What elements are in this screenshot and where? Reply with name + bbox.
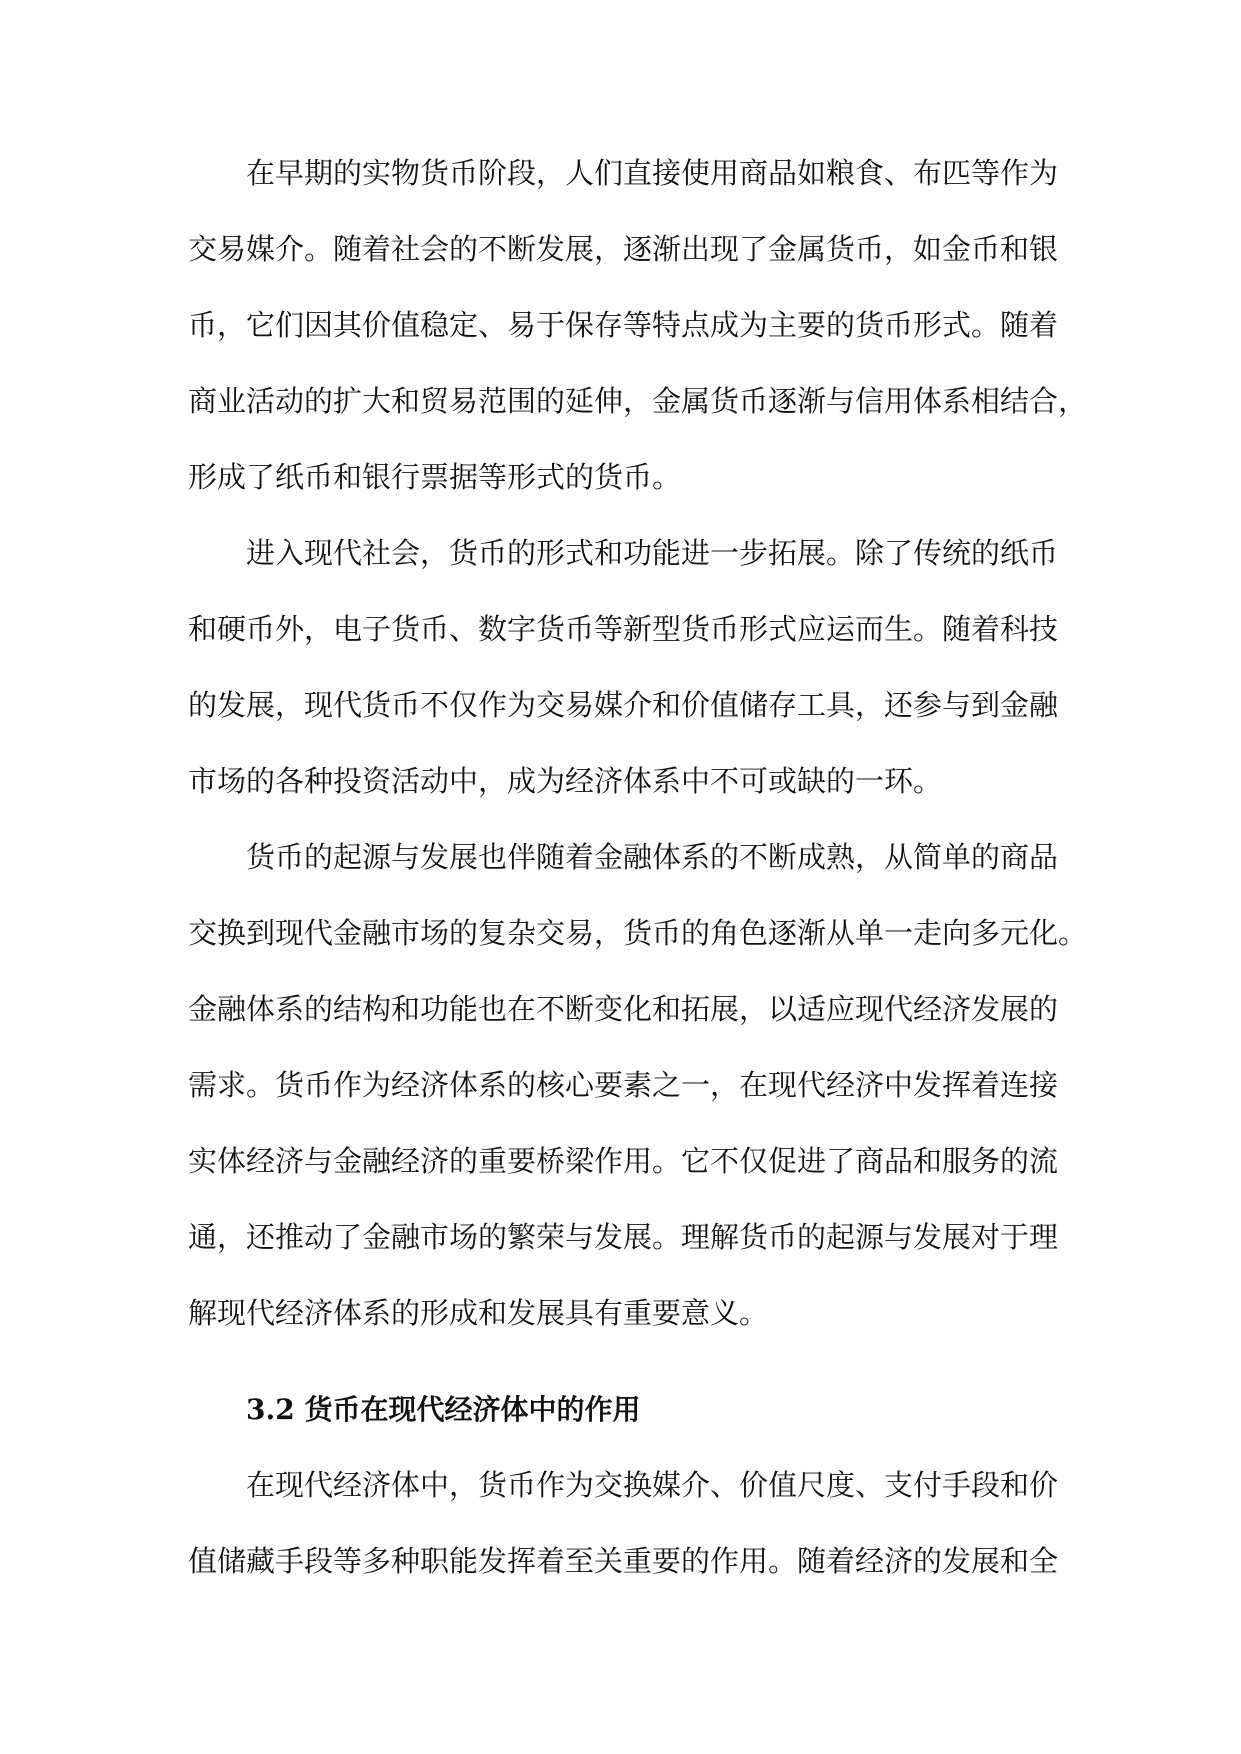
paragraph-line: 需求。货币作为经济体系的核心要素之一，在现代经济中发挥着连接: [188, 1068, 1059, 1102]
paragraph-line: 金融体系的结构和功能也在不断变化和拓展，以适应现代经济发展的: [188, 992, 1059, 1026]
paragraph-line: 商业活动的扩大和贸易范围的延伸，金属货币逐渐与信用体系相结合，: [188, 384, 1088, 418]
paragraph-line: 货币的起源与发展也伴随着金融体系的不断成熟，从简单的商品: [246, 840, 1059, 874]
paragraph-line: 在现代经济体中，货币作为交换媒介、价值尺度、支付手段和价: [246, 1468, 1059, 1502]
paragraph-line: 的发展，现代货币不仅作为交易媒介和价值储存工具，还参与到金融: [188, 688, 1059, 722]
paragraph-line: 实体经济与金融经济的重要桥梁作用。它不仅促进了商品和服务的流: [188, 1144, 1059, 1178]
paragraph-line: 形成了纸币和银行票据等形式的货币。: [188, 460, 682, 494]
paragraph-line: 市场的各种投资活动中，成为经济体系中不可或缺的一环。: [188, 764, 943, 798]
paragraph-line: 币，它们因其价值稳定、易于保存等特点成为主要的货币形式。随着: [188, 308, 1059, 342]
paragraph-line: 在早期的实物货币阶段，人们直接使用商品如粮食、布匹等作为: [246, 156, 1059, 190]
paragraph-line: 解现代经济体系的形成和发展具有重要意义。: [188, 1296, 769, 1330]
paragraph-line: 进入现代社会，货币的形式和功能进一步拓展。除了传统的纸币: [246, 536, 1059, 570]
section-heading: 3.2 货币在现代经济体中的作用: [246, 1393, 641, 1426]
paragraph-line: 通，还推动了金融市场的繁荣与发展。理解货币的起源与发展对于理: [188, 1220, 1059, 1254]
paragraph-line: 值储藏手段等多种职能发挥着至关重要的作用。随着经济的发展和全: [188, 1544, 1059, 1578]
paragraph-line: 交换到现代金融市场的复杂交易，货币的角色逐渐从单一走向多元化。: [188, 916, 1088, 950]
paragraph-line: 交易媒介。随着社会的不断发展，逐渐出现了金属货币，如金币和银: [188, 232, 1059, 266]
paragraph-line: 和硬币外，电子货币、数字货币等新型货币形式应运而生。随着科技: [188, 612, 1059, 646]
